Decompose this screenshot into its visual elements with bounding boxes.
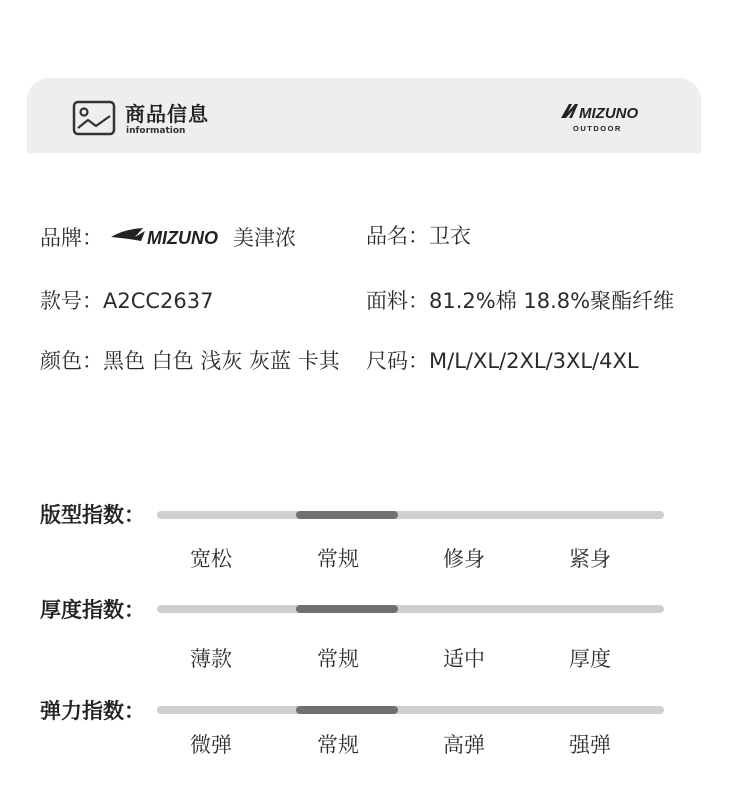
mizuno-outdoor-logo [559,102,649,134]
elasticity-option: 强弹 [569,733,611,757]
svg-text:OUTDOOR: OUTDOOR [573,124,622,133]
image-icon [72,100,116,136]
fit-option: 宽松 [190,547,232,571]
thickness-index-marker [296,605,397,613]
fit-option: 修身 [443,547,485,571]
style-row [40,285,214,315]
thickness-index-label: 厚度指数： [40,598,145,622]
name-label: 品名： [366,224,429,248]
fit-option: 常规 [317,547,359,571]
elasticity-option: 常规 [317,733,359,757]
thickness-option: 薄款 [190,647,232,671]
fit-option: 紧身 [569,547,611,571]
elasticity-option: 高弹 [443,733,485,757]
header-title: 商品信息 [125,102,209,126]
brand-row [40,222,296,253]
color-value: 黑色 白色 浅灰 灰蓝 卡其 [103,349,340,373]
brand-label: 品牌： [40,226,103,250]
elasticity-option: 微弹 [190,733,232,757]
size-row [366,345,639,375]
elasticity-index-marker [296,706,397,714]
fabric-value: 81.2%棉 18.8%聚酯纤维 [429,289,675,313]
style-value: A2CC2637 [103,289,214,313]
color-label: 颜色： [40,349,103,373]
fit-index-label: 版型指数： [40,503,145,527]
thickness-option: 厚度 [569,647,611,671]
info-header [27,78,701,153]
product-name-row [366,220,471,250]
svg-text:MIZUNO: MIZUNO [147,228,218,248]
fabric-label: 面料： [366,289,429,313]
style-label: 款号： [40,289,103,313]
size-label: 尺码： [366,349,429,373]
fabric-row [366,285,674,315]
mizuno-brand-logo [109,225,227,249]
elasticity-index-track [157,706,664,714]
elasticity-index-label: 弹力指数： [40,699,145,723]
header-subtitle: information [126,126,186,136]
thickness-option: 常规 [317,647,359,671]
brand-cn-name: 美津浓 [233,226,296,250]
fit-index-marker [296,511,397,519]
color-row [40,345,340,375]
thickness-index-track [157,605,664,613]
svg-text:MIZUNO: MIZUNO [579,105,639,122]
name-value: 卫衣 [429,224,471,248]
thickness-option: 适中 [443,647,485,671]
size-value: M/L/XL/2XL/3XL/4XL [429,349,639,373]
fit-index-track [157,511,664,519]
